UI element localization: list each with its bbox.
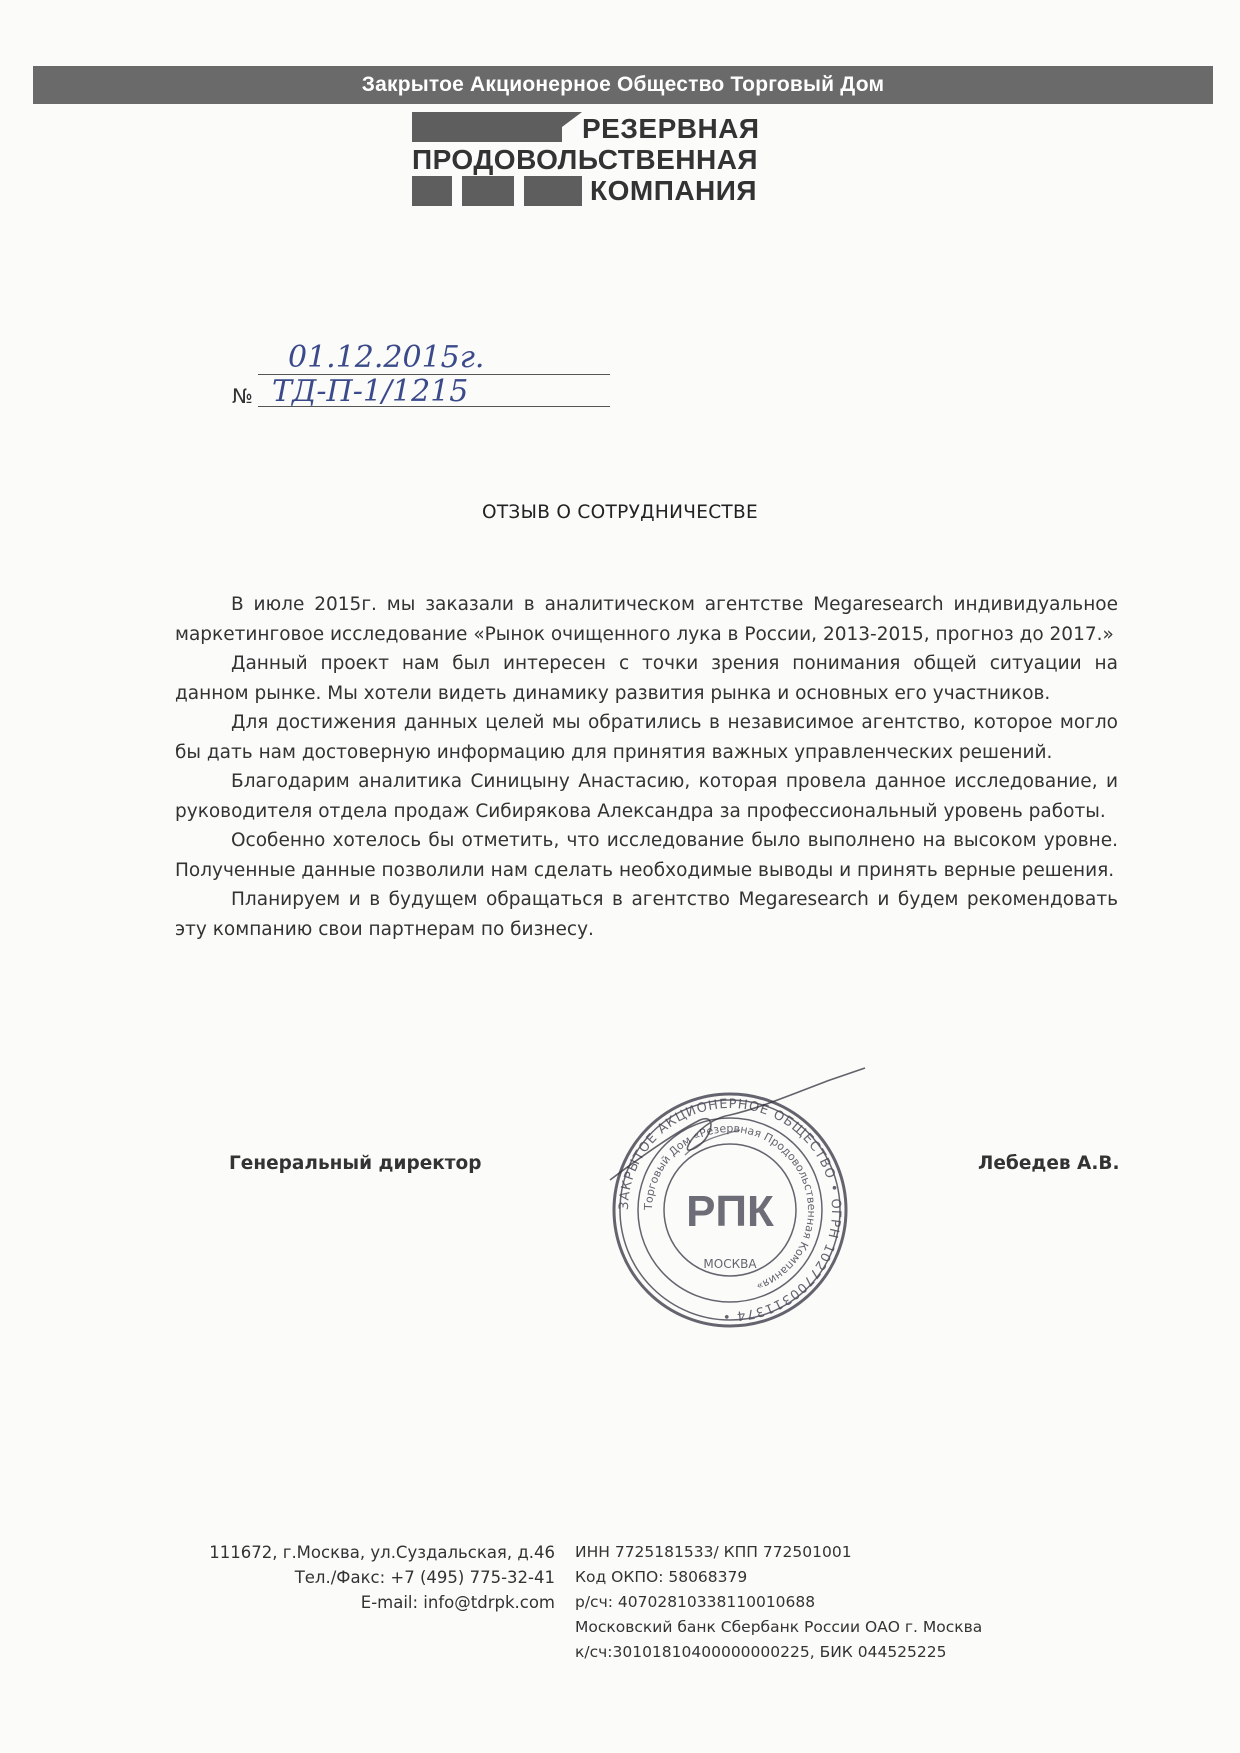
- logo-line-3: КОМПАНИЯ: [590, 175, 758, 206]
- footer-email: E-mail: info@tdrpk.com: [360, 1593, 555, 1612]
- body-paragraph: Особенно хотелось бы отметить, что исследование было выполнено на высоком уровне. Полученные данные позволили нам сделать необходимые выводы и принять верные решения.: [175, 830, 1118, 881]
- body-paragraph: Для достижения данных целей мы обратились в независимое агентство, которое могло бы дать нам достоверную информацию для принятия важных управленческих решений.: [175, 712, 1118, 763]
- body-paragraph: Благодарим аналитика Синицыну Анастасию, которая провела данное исследование, и руководителя отдела продаж Сибирякова Александра за профессиональный уровень работы.: [175, 771, 1118, 822]
- footer-okpo: Код ОКПО: 58068379: [575, 1568, 748, 1586]
- stamp-city: МОСКВА: [703, 1257, 757, 1271]
- footer-requisites: [575, 1540, 1095, 1665]
- stamp-inner-text: Торговый Дом «Резервная Продовольственная Компания»: [641, 1121, 819, 1294]
- stamp-center-mark: РПК: [686, 1187, 774, 1236]
- footer-corr-bik: к/сч:30101810400000000225, БИК 044525225: [575, 1643, 947, 1661]
- number-label: №: [232, 384, 253, 408]
- logo-line-1: РЕЗЕРВНАЯ: [582, 113, 760, 144]
- header-band: [33, 66, 1213, 104]
- footer-contacts: [150, 1540, 555, 1615]
- handwritten-signature: [590, 1060, 880, 1200]
- document-title: ОТЗЫВ О СОТРУДНИЧЕСТВЕ: [481, 502, 759, 523]
- stamp-outer-text: ЗАКРЫТОЕ АКЦИОНЕРНОЕ ОБЩЕСТВО • ОГРН 1027700311374 •: [616, 1096, 844, 1324]
- signatory-role: Генеральный директор: [229, 1153, 482, 1174]
- footer-inn-kpp: ИНН 7725181533/ КПП 772501001: [575, 1543, 852, 1561]
- signatory-name: Лебедев А.В.: [978, 1153, 1120, 1174]
- footer-bank: Московский банк Сбербанк России ОАО г. Москва: [575, 1618, 983, 1636]
- header-band-title: Закрытое Акционерное Общество Торговый Дом: [361, 73, 885, 96]
- footer-address: 111672, г.Москва, ул.Суздальская, д.46: [209, 1543, 555, 1562]
- handwritten-date: 01.12.2015г.: [288, 340, 485, 375]
- footer-account: р/сч: 40702810338110010688: [575, 1593, 816, 1611]
- handwritten-number: ТД-П-1/1215: [272, 374, 469, 409]
- body-paragraph: Данный проект нам был интересен с точки зрения понимания общей ситуации на данном рынке. Мы хотели видеть динамику развития рынка и основных его участников.: [175, 653, 1118, 704]
- logo-line-2: ПРОДОВОЛЬСТВЕННАЯ: [412, 144, 759, 175]
- body-paragraph: Планируем и в будущем обращаться в агентство Megaresearch и будем рекомендовать эту компанию свои партнерам по бизнесу.: [175, 889, 1118, 940]
- body-paragraph: В июле 2015г. мы заказали в аналитическом агентстве Megaresearch индивидуальное маркетинговое исследование «Рынок очищенного лука в России, 2013-2015, прогноз до 2017.»: [175, 594, 1118, 645]
- company-logo: [412, 110, 822, 210]
- date-number-block: [232, 340, 612, 410]
- letter-body: [175, 590, 1118, 944]
- number-underline: [258, 406, 610, 407]
- footer-phone: Тел./Факс: +7 (495) 775-32-41: [294, 1568, 555, 1587]
